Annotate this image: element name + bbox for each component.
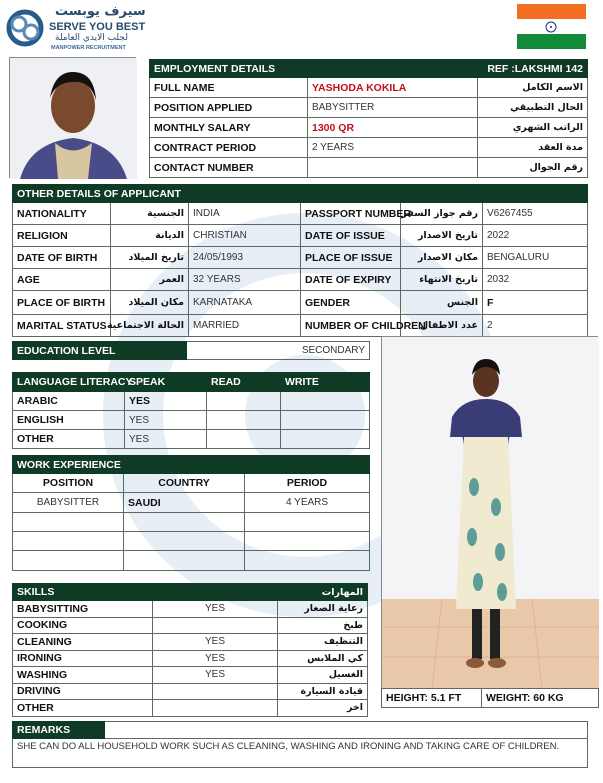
- skill-name: BABYSITTING: [13, 601, 153, 618]
- skill-value: [153, 617, 278, 634]
- number-of-children-label: NUMBER OF CHILDREN: [301, 315, 401, 337]
- skill-arabic: الغسيل: [278, 667, 368, 684]
- full-name-label: FULL NAME: [150, 78, 308, 98]
- skill-value: YES: [153, 634, 278, 651]
- applicant-full-body-photo: [381, 336, 598, 688]
- brand-arabic: سيرف يوبست: [55, 4, 146, 19]
- language-literacy-header: LANGUAGE LITERACY: [13, 373, 125, 392]
- brand-name: SERVE YOU BEST: [49, 21, 146, 33]
- gender-value: F: [483, 291, 588, 315]
- nationality-arabic: الجنسية: [111, 203, 189, 225]
- language-literacy-table: [12, 372, 370, 449]
- date-of-issue-arabic: تاريخ الاصدار: [401, 225, 483, 247]
- language-name: ENGLISH: [13, 411, 125, 430]
- date-of-issue-label: DATE OF ISSUE: [301, 225, 401, 247]
- marital-status-label: MARITAL STATUS: [13, 315, 111, 337]
- monthly-salary-value: 1300 QR: [308, 118, 478, 138]
- nationality-label: NATIONALITY: [13, 203, 111, 225]
- date-of-expiry-label: DATE OF EXPIRY: [301, 269, 401, 291]
- place-of-issue-label: PLACE OF ISSUE: [301, 247, 401, 269]
- language-speak: YES: [125, 392, 207, 411]
- contract-period-label: CONTRACT PERIOD: [150, 138, 308, 158]
- date-of-issue-value: 2022: [483, 225, 588, 247]
- speak-header: SPEAK: [125, 373, 207, 392]
- skills-title: SKILLS: [13, 584, 278, 601]
- contact-number-label: CONTACT NUMBER: [150, 158, 308, 178]
- skill-value: YES: [153, 650, 278, 667]
- education-level-table: [12, 341, 370, 360]
- skill-name: OTHER: [13, 700, 153, 717]
- period-header: PERIOD: [245, 474, 370, 493]
- skill-value: [153, 683, 278, 700]
- language-name: OTHER: [13, 430, 125, 449]
- monthly-salary-label: MONTHLY SALARY: [150, 118, 308, 138]
- skill-value: [153, 700, 278, 717]
- position-header: POSITION: [13, 474, 124, 493]
- language-read: [207, 392, 281, 411]
- religion-value: CHRISTIAN: [189, 225, 301, 247]
- date-of-expiry-value: 2032: [483, 269, 588, 291]
- language-speak: YES: [125, 411, 207, 430]
- full-name-value: YASHODA KOKILA: [308, 78, 478, 98]
- country-header: COUNTRY: [124, 474, 245, 493]
- language-write: [281, 411, 370, 430]
- skill-name: DRIVING: [13, 683, 153, 700]
- read-header: READ: [207, 373, 281, 392]
- passport-number-arabic: رقم جواز السفر: [401, 203, 483, 225]
- remarks-text: SHE CAN DO ALL HOUSEHOLD WORK SUCH AS CLEANING, WASHING AND IRONING AND TAKING CARE OF CHILDREN.: [13, 739, 588, 768]
- measurements-table: [381, 688, 599, 708]
- contact-number-arabic: رقم الجوال: [478, 158, 588, 178]
- education-level-value: SECONDARY: [187, 342, 370, 360]
- place-of-issue-arabic: مكان الاصدار: [401, 247, 483, 269]
- passport-number-label: PASSPORT NUMBER: [301, 203, 401, 225]
- skill-name: IRONING: [13, 650, 153, 667]
- gender-arabic: الجنس: [401, 291, 483, 315]
- language-read: [207, 430, 281, 449]
- position-applied-value: BABYSITTER: [308, 98, 478, 118]
- contact-number-value: [308, 158, 478, 178]
- date-of-birth-label: DATE OF BIRTH: [13, 247, 111, 269]
- religion-label: RELIGION: [13, 225, 111, 247]
- work-position: BABYSITTER: [13, 493, 124, 513]
- date-of-birth-arabic: تاريخ الميلاد: [111, 247, 189, 269]
- brand-sub-arabic: لجلب الايدي العاملة: [55, 33, 128, 43]
- india-flag-icon: [517, 4, 586, 49]
- place-of-birth-value: KARNATAKA: [189, 291, 301, 315]
- work-period: [245, 532, 370, 551]
- age-arabic: العمر: [111, 269, 189, 291]
- marital-status-arabic: الحالة الاجتماعية: [111, 315, 189, 337]
- work-period: [245, 513, 370, 532]
- position-applied-arabic: الحال التطبيقي: [478, 98, 588, 118]
- work-experience-title: WORK EXPERIENCE: [13, 456, 370, 474]
- work-position: [13, 513, 124, 532]
- company-logo: [5, 4, 175, 52]
- religion-arabic: الديانة: [111, 225, 189, 247]
- employment-details-title: EMPLOYMENT DETAILS: [150, 60, 478, 78]
- passport-number-value: V6267455: [483, 203, 588, 225]
- language-write: [281, 430, 370, 449]
- skill-arabic: كي الملابس: [278, 650, 368, 667]
- other-details-title: OTHER DETAILS OF APPLICANT: [13, 185, 301, 203]
- skill-arabic: طبخ: [278, 617, 368, 634]
- skill-name: CLEANING: [13, 634, 153, 651]
- work-period: [245, 551, 370, 571]
- number-of-children-value: 2: [483, 315, 588, 337]
- skills-table: [12, 583, 368, 717]
- skill-value: YES: [153, 667, 278, 684]
- place-of-birth-label: PLACE OF BIRTH: [13, 291, 111, 315]
- language-speak: YES: [125, 430, 207, 449]
- work-country: SAUDI: [124, 493, 245, 513]
- work-position: [13, 532, 124, 551]
- skill-arabic: اخر: [278, 700, 368, 717]
- height-value: HEIGHT: 5.1 FT: [382, 689, 482, 708]
- employment-details-table: [149, 59, 588, 178]
- number-of-children-arabic: عدد الاطفال: [401, 315, 483, 337]
- skill-name: WASHING: [13, 667, 153, 684]
- place-of-birth-arabic: مكان الميلاد: [111, 291, 189, 315]
- skill-arabic: قيادة السيارة: [278, 683, 368, 700]
- skills-title-arabic: المهارات: [278, 584, 368, 601]
- other-details-table: [12, 184, 588, 337]
- remarks-title: REMARKS: [13, 722, 105, 739]
- work-position: [13, 551, 124, 571]
- write-header: WRITE: [281, 373, 370, 392]
- work-experience-table: [12, 455, 370, 571]
- gender-label: GENDER: [301, 291, 401, 315]
- full-name-arabic: الاسم الكامل: [478, 78, 588, 98]
- position-applied-label: POSITION APPLIED: [150, 98, 308, 118]
- age-label: AGE: [13, 269, 111, 291]
- skill-arabic: رعاية الصغار: [278, 601, 368, 618]
- age-value: 32 YEARS: [189, 269, 301, 291]
- work-country: [124, 513, 245, 532]
- skill-value: YES: [153, 601, 278, 618]
- education-level-label: EDUCATION LEVEL: [13, 342, 187, 360]
- work-country: [124, 532, 245, 551]
- logo-emblem-icon: [5, 6, 45, 50]
- monthly-salary-arabic: الراتب الشهري: [478, 118, 588, 138]
- brand-tagline: MANPOWER RECRUITMENT: [51, 45, 126, 51]
- date-of-expiry-arabic: تاريخ الانتهاء: [401, 269, 483, 291]
- work-period: 4 YEARS: [245, 493, 370, 513]
- language-name: ARABIC: [13, 392, 125, 411]
- date-of-birth-value: 24/05/1993: [189, 247, 301, 269]
- skill-arabic: التنظيف: [278, 634, 368, 651]
- language-write: [281, 392, 370, 411]
- applicant-portrait-photo: [9, 57, 136, 178]
- skill-name: COOKING: [13, 617, 153, 634]
- other-details-title-filler: [301, 185, 588, 203]
- language-read: [207, 411, 281, 430]
- marital-status-value: MARRIED: [189, 315, 301, 337]
- work-country: [124, 551, 245, 571]
- place-of-issue-value: BENGALURU: [483, 247, 588, 269]
- remarks-table: [12, 721, 588, 768]
- reference-number: REF :LAKSHMI 142: [478, 60, 588, 78]
- weight-value: WEIGHT: 60 KG: [482, 689, 599, 708]
- contract-period-arabic: مدة العقد: [478, 138, 588, 158]
- nationality-value: INDIA: [189, 203, 301, 225]
- remarks-title-filler: [105, 722, 588, 739]
- contract-period-value: 2 YEARS: [308, 138, 478, 158]
